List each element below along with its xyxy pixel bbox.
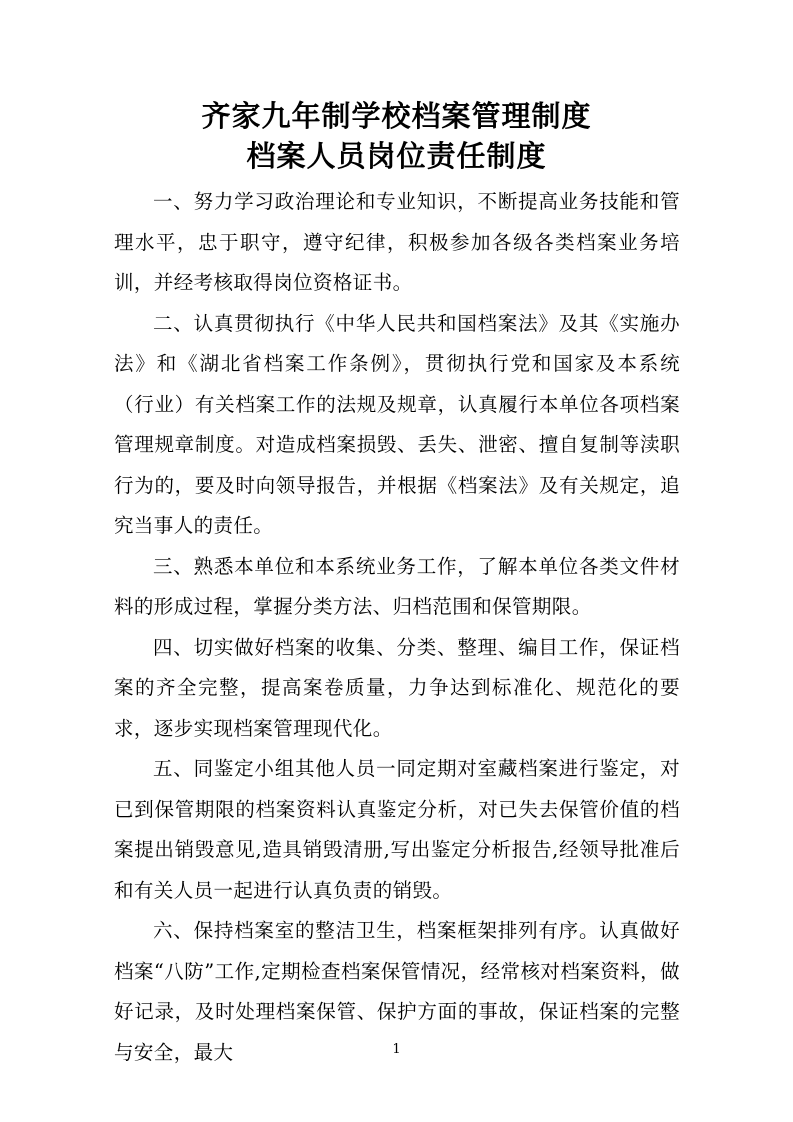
- paragraph-1: 一、努力学习政治理论和专业知识，不断提高业务技能和管理水平，忠于职守，遵守纪律，积极参加各级各类档案业务培训，并经考核取得岗位资格证书。: [114, 190, 680, 294]
- document-subtitle: 档案人员岗位责任制度: [246, 139, 547, 173]
- paragraph-4: 四、切实做好档案的收集、分类、整理、编目工作，保证档案的齐全完整，提高案卷质量，力争达到标准化、规范化的要求，逐步实现档案管理现代化。: [114, 635, 680, 740]
- page-number: 1: [392, 1042, 401, 1057]
- paragraph-2: 二、认真贯彻执行《中华人民共和国档案法》及其《实施办法》和《湖北省档案工作条例》，贯彻执行党和国家及本系统（行业）有关档案工作的法规及规章，认真履行本单位各项档案管理规章制度。对造成档案损毁、丢失、泄密、擅自复制等渎职行为的，要及时向领导报告，并根据《档案法》及有关规定，追究当事人的责任。: [114, 311, 680, 537]
- paragraph-3: 三、熟悉本单位和本系统业务工作，了解本单位各类文件材料的形成过程，掌握分类方法、归档范围和保管期限。: [114, 554, 680, 618]
- paragraph-5: 五、同鉴定小组其他人员一同定期对室藏档案进行鉴定，对已到保管期限的档案资料认真鉴定分析，对已失去保管价值的档案提出销毁意见,造具销毁清册,写出鉴定分析报告,经领导批准后和有关人员一起进行认真负责的销毁。: [114, 757, 680, 902]
- document-body: [114, 182, 680, 1073]
- paragraph-6: 六、保持档案室的整洁卫生，档案框架排列有序。认真做好档案“八防”工作,定期检查档案保管情况，经常核对档案资料，做好记录，及时处理档案保管、保护方面的事故，保证档案的完整与安全，最大: [114, 919, 680, 1064]
- document-title: 齐家九年制学校档案管理制度: [201, 99, 592, 133]
